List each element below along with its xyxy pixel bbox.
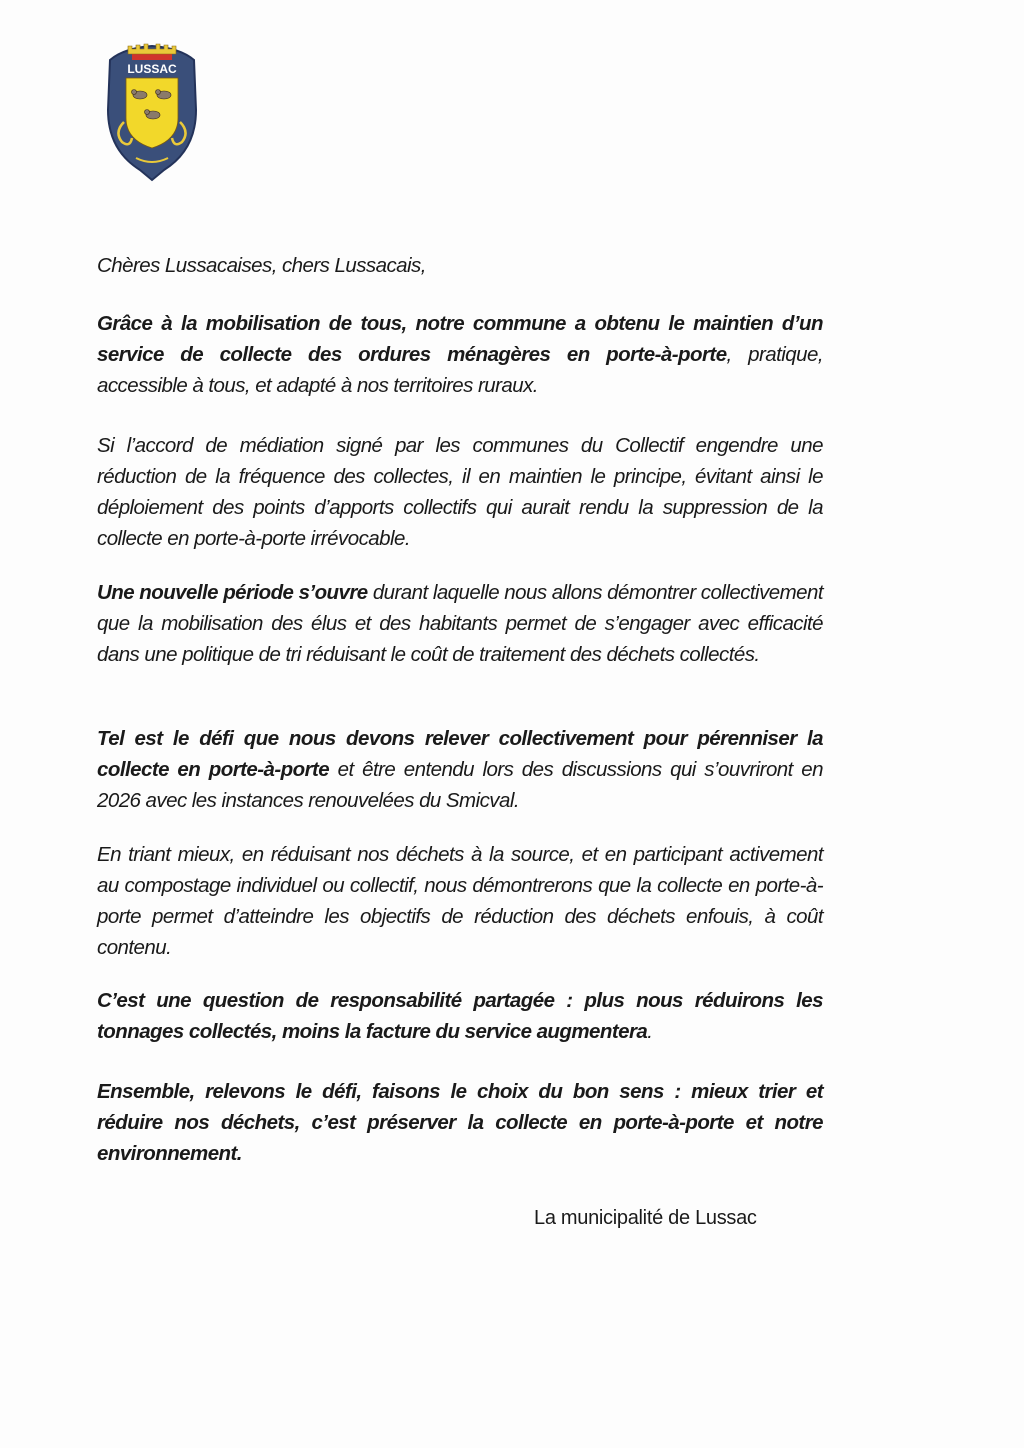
paragraph-responsabilite — [97, 985, 823, 1047]
paragraph-defi — [97, 723, 823, 816]
paragraph-mobilisation-bold: Grâce à la mobilisation de tous, notre commune a obtenu le maintien d’un service de collecte des ordures ménagères en porte-à-porte — [97, 312, 823, 366]
paragraph-nouvelle-periode — [97, 577, 823, 670]
paragraph-responsabilite-rest: . — [647, 1020, 653, 1043]
paragraph-responsabilite-bold: C’est une question de responsabilité partagée : plus nous réduirons les tonnages collectés, moins la facture du service augmentera — [97, 989, 823, 1043]
paragraph-mediation: Si l’accord de médiation signé par les communes du Collectif engendre une réduction de la fréquence des collectes, il en maintien le principe, évitant ainsi le déploiement des points d’apports collectifs qui aurait rendu la suppression de la collecte en porte-à-porte irrévocable. — [97, 434, 823, 550]
paragraph-nouvelle-periode-rest: durant laquelle nous allons démontrer collectivement que la mobilisation des élus et des habitants permet de s’engager avec efficacité dans une politique de tri réduisant le coût de traitement des déchets collectés. — [97, 581, 823, 666]
paragraph-defi-rest: et être entendu lors des discussions qui s’ouvriront en 2026 avec les instances renouvelées du Smicval. — [97, 758, 823, 812]
paragraph-ensemble: Ensemble, relevons le défi, faisons le choix du bon sens : mieux trier et réduire nos déchets, c’est préserver la collecte en porte-à-porte et notre environnement. — [97, 1080, 823, 1165]
paragraph-nouvelle-periode-bold: Une nouvelle période s’ouvre — [97, 581, 368, 604]
greeting: Chères Lussacaises, chers Lussacais, — [97, 254, 426, 277]
signature: La municipalité de Lussac — [534, 1207, 757, 1229]
crown-band — [132, 54, 172, 60]
paragraph-defi-bold: Tel est le défi que nous devons relever collectivement pour pérenniser la collecte en porte-à-porte — [97, 727, 823, 781]
paragraph-mobilisation-rest: , pratique, accessible à tous, et adapté à nos territoires ruraux. — [97, 343, 823, 397]
paragraph-mobilisation — [97, 308, 823, 401]
lussac-coat-of-arms-logo — [104, 40, 200, 182]
logo-name: LUSSAC — [127, 62, 177, 76]
paragraph-tri: En triant mieux, en réduisant nos déchets à la source, et en participant activement au compostage individuel ou collectif, nous démontrerons que la collecte en porte-à-porte permet d’atteindre les objectifs de réduction des déchets enfouis, à coût contenu. — [97, 843, 823, 959]
